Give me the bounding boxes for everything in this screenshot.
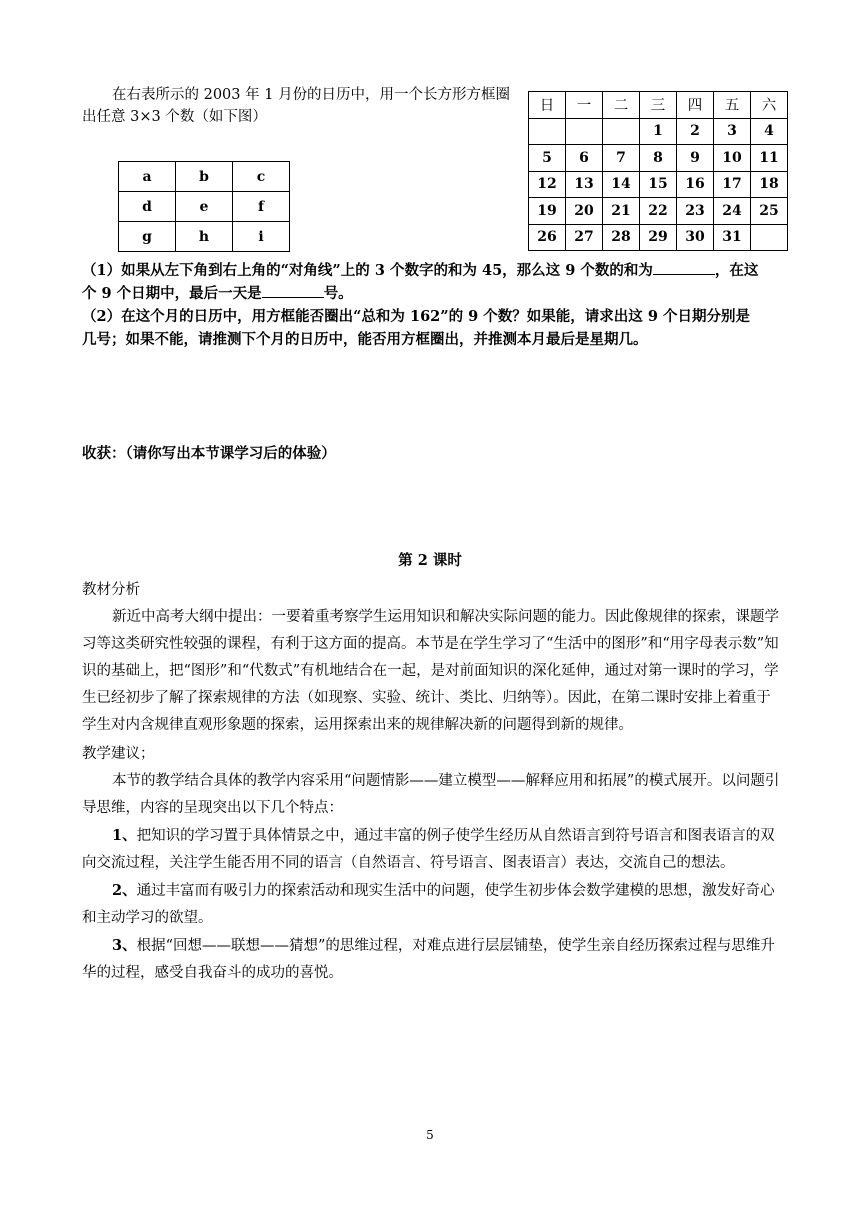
calendar-cell [566, 118, 603, 145]
calendar-cell: 7 [603, 145, 640, 172]
intro-line-1: 在右表所示的 2003 年 1 月份的日历中，用一个长方形方框圈 [112, 87, 511, 103]
calendar-cell: 12 [529, 171, 566, 198]
weekday-header: 五 [714, 92, 751, 119]
question-1-text: （1）如果从左下角到右上角的“对角线”上的 3 个数字的和为 45，那么这 9 个数的和为 [82, 262, 653, 279]
calendar-cell: 24 [714, 198, 751, 225]
calendar-week-row [529, 171, 788, 198]
grid-cell: c [233, 162, 290, 192]
calendar-week-row [529, 198, 788, 225]
list-item [82, 877, 782, 932]
calendar-cell: 22 [640, 198, 677, 225]
calendar-cell: 4 [751, 118, 788, 145]
list-item [82, 822, 782, 877]
question-1 [82, 259, 782, 282]
calendar-cell: 19 [529, 198, 566, 225]
question-1-text: 号。 [323, 285, 353, 302]
weekday-header: 日 [529, 92, 566, 119]
question-1-cont [82, 282, 782, 305]
grid-cell: e [176, 192, 233, 222]
grid-cell: f [233, 192, 290, 222]
question-2-cont: 几号；如果不能，请推测下个月的日历中，能否用方框圈出，并推测本月最后是星期几。 [82, 331, 648, 348]
calendar-cell [751, 224, 788, 251]
calendar-cell [603, 118, 640, 145]
calendar-cell: 6 [566, 145, 603, 172]
calendar-week-row [529, 118, 788, 145]
intro-paragraph [82, 84, 522, 128]
calendar-cell: 28 [603, 224, 640, 251]
list-item [82, 932, 782, 987]
calendar-week-row [529, 224, 788, 251]
calendar-cell: 11 [751, 145, 788, 172]
weekday-header: 三 [640, 92, 677, 119]
page-number: 5 [426, 1128, 434, 1142]
calendar-cell: 10 [714, 145, 751, 172]
calendar-cell: 25 [751, 198, 788, 225]
list-item-number: 3、 [112, 937, 137, 954]
questions-block [82, 259, 782, 351]
list-item-text: 把知识的学习置于具体情景之中，通过丰富的例子使学生经历从自然语言到符号语言和图表语言的双向交流过程，关注学生能否用不同的语言（自然语言、符号语言、图表语言）表达，交流自己的想法。 [82, 828, 775, 871]
question-1-text: 个 9 个日期中，最后一天是 [82, 285, 262, 302]
calendar-cell: 8 [640, 145, 677, 172]
calendar-cell: 18 [751, 171, 788, 198]
calendar-cell: 27 [566, 224, 603, 251]
list-item-number: 2、 [112, 882, 137, 899]
section-heading: 教学建议； [82, 746, 155, 762]
question-1-text: ，在这 [714, 262, 759, 279]
calendar-cell: 3 [714, 118, 751, 145]
list-item-text: 通过丰富而有吸引力的探索活动和现实生活中的问题，使学生初步体会数学建模的思想，激发好奇心和主动学习的欲望。 [82, 883, 775, 926]
calendar-cell: 9 [677, 145, 714, 172]
grid-cell: a [119, 162, 176, 192]
weekday-header: 一 [566, 92, 603, 119]
calendar-week-row [529, 145, 788, 172]
weekday-header: 二 [603, 92, 640, 119]
section-heading: 教材分析 [82, 582, 140, 598]
question-2: （2）在这个月的日历中，用方框能否圈出“总和为 162”的 9 个数？如果能，请求出这 9 个日期分别是 [82, 308, 750, 325]
calendar-cell: 26 [529, 224, 566, 251]
list-item-text: 根据“回想——联想——猜想”的思维过程，对难点进行层层铺垫，使学生亲自经历探索过程与思维升华的过程，感受自我奋斗的成功的喜悦。 [82, 938, 775, 981]
lesson-title: 第 2 课时 [398, 552, 462, 569]
calendar-cell: 5 [529, 145, 566, 172]
grid-cell: h [176, 222, 233, 252]
grid-cell: d [119, 192, 176, 222]
lesson-body [82, 577, 782, 987]
calendar-cell: 21 [603, 198, 640, 225]
weekday-header: 六 [751, 92, 788, 119]
grid-cell: i [233, 222, 290, 252]
harvest-prompt: 收获：（请你写出本节课学习后的体验） [82, 445, 336, 462]
calendar-cell: 14 [603, 171, 640, 198]
calendar-cell: 20 [566, 198, 603, 225]
calendar-cell: 30 [677, 224, 714, 251]
weekday-header: 四 [677, 92, 714, 119]
grid-cell: b [176, 162, 233, 192]
calendar-table [528, 91, 788, 251]
letter-grid [118, 161, 290, 252]
answer-blank[interactable] [653, 260, 715, 275]
section-paragraph: 新近中高考大纲中提出：一要着重考察学生运用知识和解决实际问题的能力。因此像规律的探索，课题学习等这类研究性较强的课程，有利于这方面的提高。本节是在学生学习了“生活中的图形”和“用字母表示数”知识的基础上，把“图形”和“代数式”有机地结合在一起，是对前面知识的深化延伸，通过对第一课时的学习，学生已经初步了解了探索规律的方法（如现察、实验、统计、类比、归纳等）。因此，在第二课时安排上着重于学生对内含规律直观形象题的探索，运用探索出来的规律解决新的问题得到新的规律。 [82, 609, 779, 733]
grid-cell: g [119, 222, 176, 252]
list-item-number: 1、 [112, 827, 137, 844]
intro-line-2: 出任意 3×3 个数（如下图） [82, 109, 267, 125]
calendar-cell: 17 [714, 171, 751, 198]
section-paragraph: 本节的教学结合具体的教学内容采用“问题情影——建立模型——解释应用和拓展”的模式展开。以问题引导思维，内容的呈现突出以下几个特点： [82, 773, 780, 816]
calendar-cell: 31 [714, 224, 751, 251]
calendar-header-row [529, 92, 788, 119]
calendar-cell: 1 [640, 118, 677, 145]
calendar-cell [529, 118, 566, 145]
calendar-cell: 23 [677, 198, 714, 225]
calendar-cell: 2 [677, 118, 714, 145]
calendar-cell: 16 [677, 171, 714, 198]
calendar-cell: 13 [566, 171, 603, 198]
calendar-cell: 29 [640, 224, 677, 251]
answer-blank[interactable] [262, 283, 324, 298]
calendar-cell: 15 [640, 171, 677, 198]
